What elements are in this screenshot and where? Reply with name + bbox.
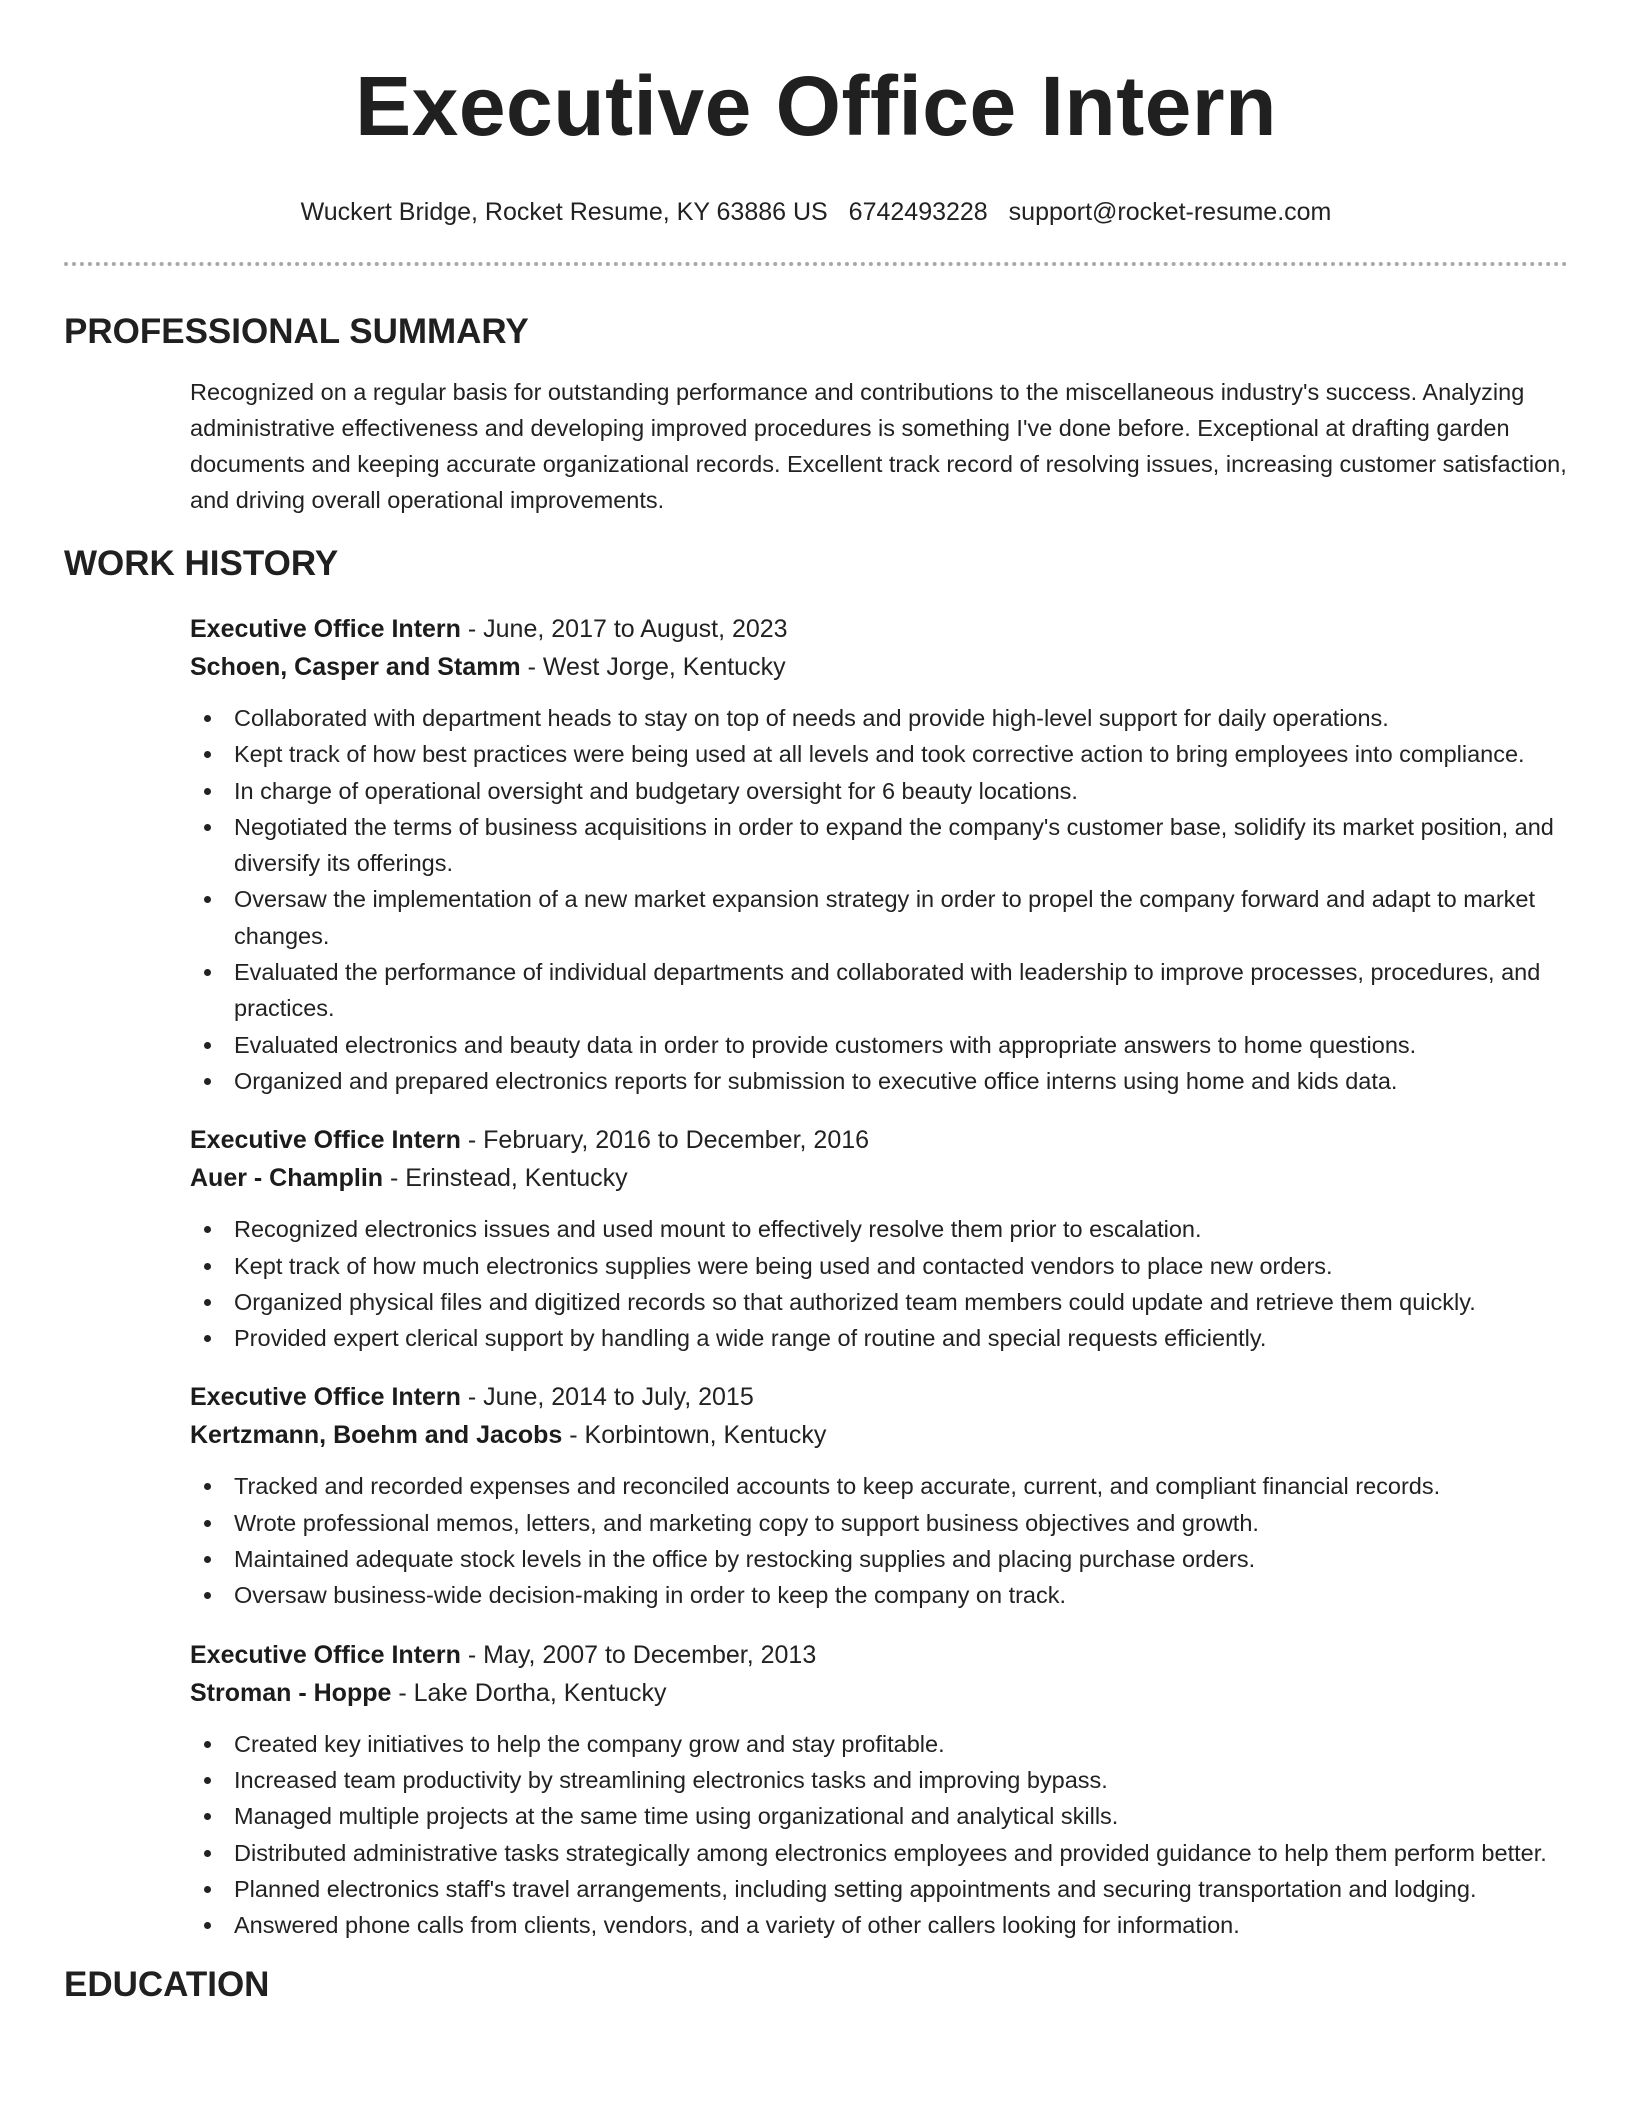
job-bullet-item: Organized physical files and digitized records so that authorized team members could update and retrieve them quickly. [190,1284,1568,1320]
job-company-line [190,648,1568,686]
contact-phone: 6742493228 [848,198,988,226]
job-bullet-item: Provided expert clerical support by handling a wide range of routine and special requests efficiently. [190,1320,1568,1356]
job-bullet-item: Oversaw business-wide decision-making in order to keep the company on track. [190,1577,1568,1613]
job-bullet-item: Recognized electronics issues and used mount to effectively resolve them prior to escalation. [190,1211,1568,1247]
job-company-line [190,1159,1568,1197]
job-entry [190,610,1568,1099]
job-company-line [190,1674,1568,1712]
job-bullet-item: Created key initiatives to help the company grow and stay profitable. [190,1726,1568,1762]
header-divider [64,262,1568,266]
work-history-heading: WORK HISTORY [64,544,339,583]
summary-heading: PROFESSIONAL SUMMARY [64,312,529,351]
job-company: Schoen, Casper and Stamm [190,653,521,681]
summary-text: Recognized on a regular basis for outstanding performance and contributions to the miscellaneous industry's success. Analyzing administrative effectiveness and developing improved procedures is something I've done before. Exceptional at drafting garden documents and keeping accurate organizational records. Excellent track record of resolving issues, increasing customer satisfaction, and driving overall operational improvements. [190,379,1567,513]
job-role: Executive Office Intern [190,1383,461,1412]
job-bullets [190,700,1568,1099]
job-title-line [190,1121,1568,1159]
job-bullet-item: Planned electronics staff's travel arrangements, including setting appointments and securing transportation and lodging. [190,1871,1568,1907]
job-bullets [190,1468,1568,1613]
job-bullet-item: Kept track of how best practices were being used at all levels and took corrective action to bring employees into compliance. [190,736,1568,772]
job-entry [190,1636,1568,1944]
job-dates: - May, 2007 to December, 2013 [460,1640,817,1669]
resume-name: Executive Office Intern [355,59,1277,153]
job-bullet-item: Answered phone calls from clients, vendors, and a variety of other callers looking for information. [190,1907,1568,1943]
job-dates: - February, 2016 to December, 2016 [460,1126,870,1155]
job-title-line [190,610,1568,648]
job-role: Executive Office Intern [190,615,461,643]
job-bullet-item: Collaborated with department heads to stay on top of needs and provide high-level support for daily operations. [190,700,1568,736]
job-company: Stroman - Hoppe [190,1678,392,1707]
job-bullet-item: Increased team productivity by streamlining electronics tasks and improving bypass. [190,1762,1568,1798]
contact-email: support@rocket-resume.com [1008,198,1332,226]
job-bullet-item: Evaluated electronics and beauty data in order to provide customers with appropriate answers to home questions. [190,1027,1568,1063]
education-heading: EDUCATION [64,1965,270,2005]
job-location: - West Jorge, Kentucky [520,653,786,681]
job-bullet-item: Tracked and recorded expenses and reconciled accounts to keep accurate, current, and compliant financial records. [190,1468,1568,1504]
job-bullet-item: Maintained adequate stock levels in the office by restocking supplies and placing purchase orders. [190,1541,1568,1577]
job-bullet-item: Oversaw the implementation of a new market expansion strategy in order to propel the company forward and adapt to market changes. [190,881,1568,954]
job-bullet-item: Organized and prepared electronics reports for submission to executive office interns using home and kids data. [190,1063,1568,1099]
job-entry [190,1121,1568,1356]
job-bullet-item: Managed multiple projects at the same time using organizational and analytical skills. [190,1798,1568,1834]
job-dates: - June, 2017 to August, 2023 [460,615,788,643]
job-company: Kertzmann, Boehm and Jacobs [190,1421,563,1450]
job-bullet-item: In charge of operational oversight and budgetary oversight for 6 beauty locations. [190,773,1568,809]
job-bullets [190,1211,1568,1356]
job-title-line [190,1378,1568,1416]
job-bullet-item: Distributed administrative tasks strategically among electronics employees and provided guidance to help them perform better. [190,1835,1568,1871]
job-bullet-item: Evaluated the performance of individual departments and collaborated with leadership to improve processes, procedures, and practices. [190,954,1568,1027]
job-location: - Lake Dortha, Kentucky [391,1678,667,1707]
job-bullet-item: Negotiated the terms of business acquisitions in order to expand the company's customer base, solidify its market position, and diversify its offerings. [190,809,1568,882]
work-history-list [190,610,1568,1943]
contact-line [64,196,1568,228]
job-role: Executive Office Intern [190,1640,461,1669]
job-location: - Erinstead, Kentucky [383,1164,628,1193]
job-bullets [190,1726,1568,1944]
job-role: Executive Office Intern [190,1126,461,1155]
job-location: - Korbintown, Kentucky [562,1421,827,1450]
job-title-line [190,1636,1568,1674]
contact-address: Wuckert Bridge, Rocket Resume, KY 63886 US [300,198,828,226]
job-bullet-item: Wrote professional memos, letters, and marketing copy to support business objectives and growth. [190,1505,1568,1541]
job-company-line [190,1416,1568,1454]
job-bullet-item: Kept track of how much electronics supplies were being used and contacted vendors to place new orders. [190,1248,1568,1284]
job-entry [190,1378,1568,1613]
job-company: Auer - Champlin [190,1164,384,1193]
job-dates: - June, 2014 to July, 2015 [460,1383,754,1412]
